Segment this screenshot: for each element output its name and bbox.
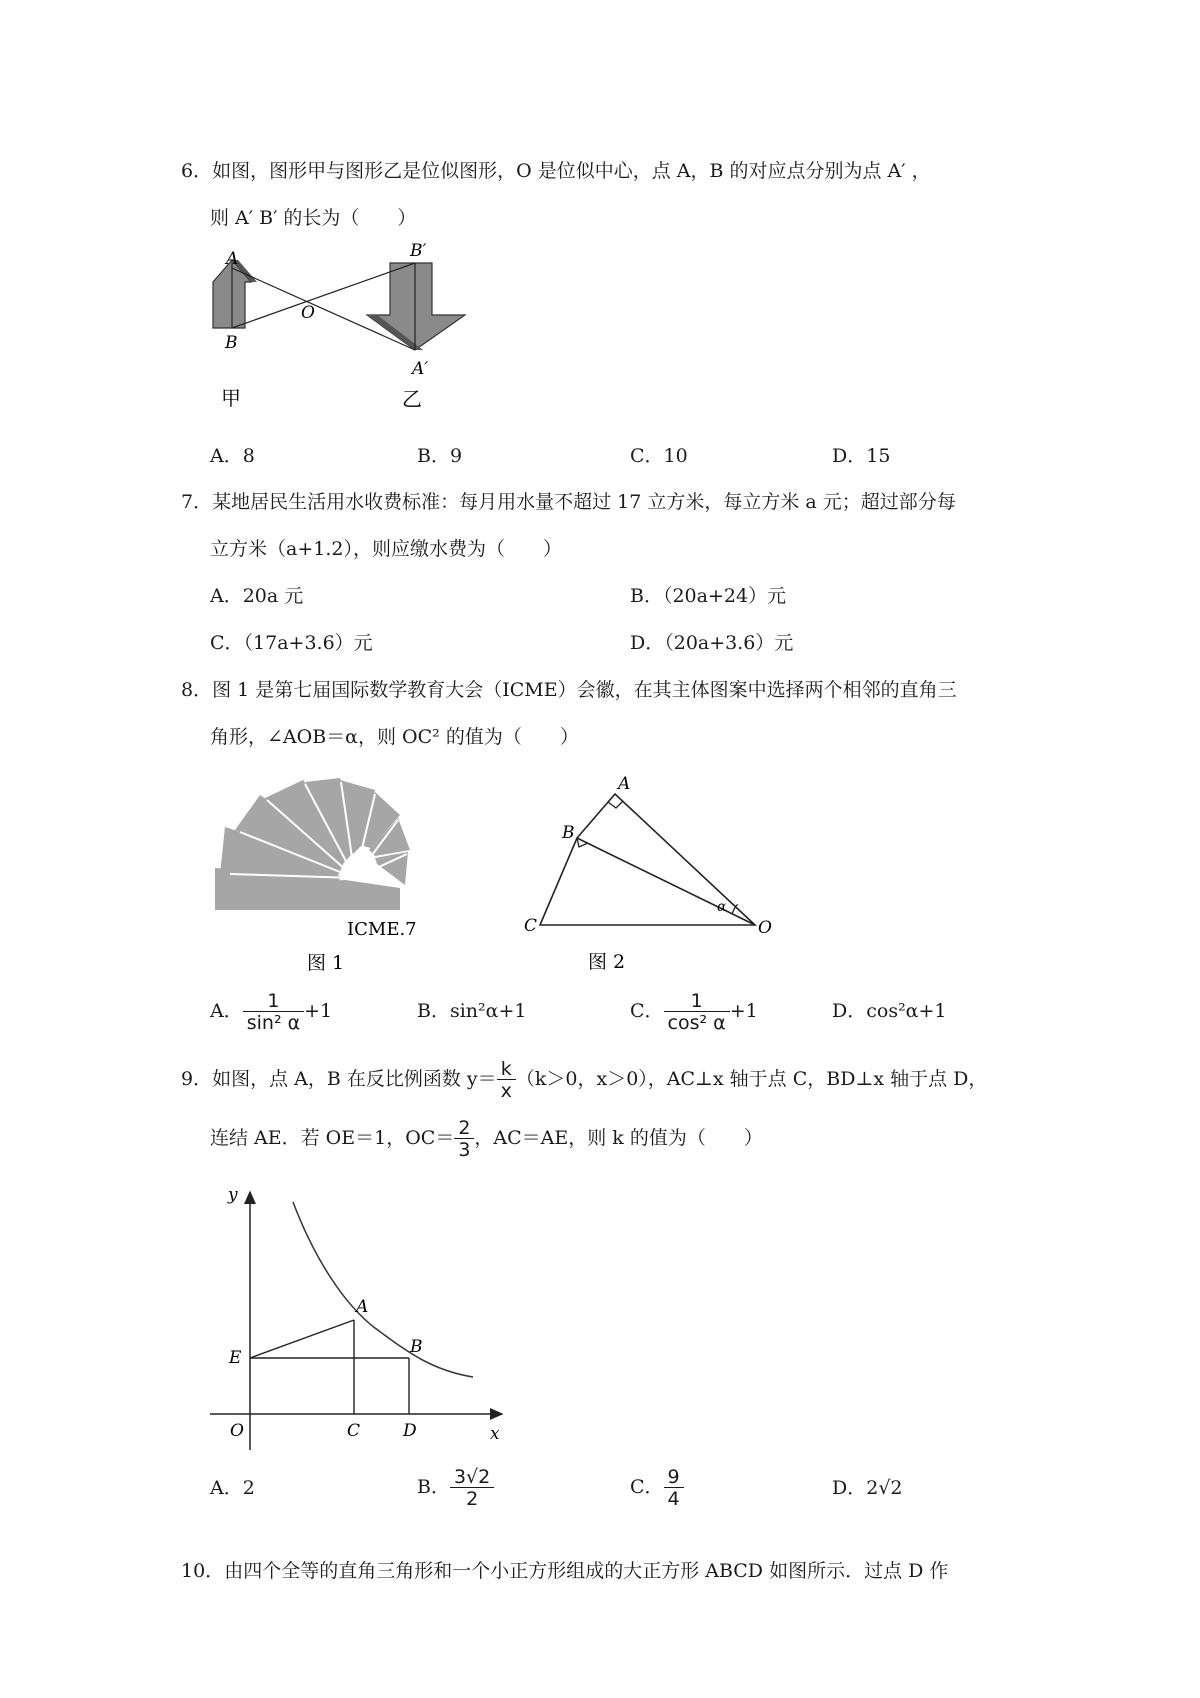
q9-label-D: D	[403, 1421, 417, 1441]
q7-option-c[interactable]: C．（17a+3.6）元	[210, 632, 373, 654]
q8-logo-text: ICME.7	[347, 919, 417, 940]
q8-line1	[181, 678, 957, 702]
q9-line1: 9．如图，点 A，B 在反比例函数 y＝ $\frac{k}{x}$ （k＞0，x＞0），AC⊥x 轴于点 C，BD⊥x 轴于点 D，	[181, 1057, 988, 1102]
q6-line-AA	[232, 268, 415, 350]
q8-option-a-fraction: $\frac{1}{\text{sin² α}}$	[243, 991, 304, 1034]
q10-number: 10．	[181, 1560, 225, 1582]
q8-label-B: B	[562, 823, 575, 843]
q6-label-jia: 甲	[221, 386, 241, 410]
q7-line1	[181, 490, 956, 514]
q7-option-a[interactable]: A．20a 元	[210, 585, 304, 607]
q8-option-a[interactable]: A． $\frac{1}{\text{sin² α}}$ +1	[210, 989, 333, 1034]
q6-label-B: B	[225, 333, 238, 353]
q6-label-O: O	[301, 303, 315, 323]
q6-label-A2: A′	[412, 359, 429, 379]
q10-text-1: 由四个全等的直角三角形和一个小正方形组成的大正方形 ABCD 如图所示．过点 D 作	[224, 1560, 949, 1582]
q6-option-b[interactable]: B．9	[417, 445, 463, 467]
q6-text-1: 如图，图形甲与图形乙是位似图形，O 是位似中心，点 A，B 的对应点分别为点 A′ ，	[212, 160, 931, 182]
q8-label-C: C	[524, 916, 538, 936]
q9-option-b-fraction: $\frac{3√2}{2}$	[450, 1467, 494, 1510]
q9-label-x: x	[490, 1424, 500, 1444]
q7-line2: 立方米（a+1.2），则应缴水费为（ ）	[210, 538, 562, 560]
q8-figure1-caption: 图 1	[307, 952, 345, 974]
q9-option-c-fraction: $\frac{9}{4}$	[664, 1467, 684, 1510]
q7-text-1: 某地居民生活用水收费标准：每月用水量不超过 17 立方米，每立方米 a 元；超过部分每	[212, 491, 956, 513]
q6-label-yi: 乙	[402, 387, 422, 411]
q7-option-d[interactable]: D．（20a+3.6）元	[630, 632, 794, 654]
q9-option-a[interactable]: A．2	[210, 1477, 255, 1499]
q6-figure	[205, 241, 505, 411]
q9-fraction-kx: $\frac{k}{x}$	[497, 1059, 516, 1102]
q8-option-d[interactable]: D．cos²α+1	[832, 1000, 947, 1022]
q6-line1	[181, 159, 931, 183]
q9-label-y: y	[228, 1185, 238, 1205]
q9-segment-EA	[250, 1320, 354, 1358]
q9-label-B: B	[410, 1337, 423, 1357]
q7-option-b[interactable]: B．（20a+24）元	[630, 585, 787, 607]
q9-line2: 连结 AE．若 OE＝1，OC＝ $\frac{2}{3}$ ，AC＝AE，则 k 的值为（ ）	[210, 1116, 763, 1161]
q8-option-c-fraction: $\frac{1}{\text{cos² α}}$	[664, 991, 730, 1034]
q8-figure1-logo	[215, 770, 435, 974]
q9-figure	[210, 1180, 530, 1450]
q9-number: 9．	[181, 1068, 213, 1090]
q8-figure2-caption: 图 2	[588, 951, 626, 973]
q9-option-d[interactable]: D．2√2	[832, 1477, 903, 1499]
q6-label-A: A	[226, 249, 239, 269]
q10-line1	[181, 1559, 948, 1583]
q9-hyperbola	[293, 1202, 473, 1377]
q6-arrow-right-body	[367, 263, 465, 350]
q8-line2: 角形，∠AOB＝α，则 OC² 的值为（ ）	[210, 726, 579, 748]
q6-option-c[interactable]: C．10	[630, 445, 688, 467]
q8-label-alpha: α	[717, 899, 727, 915]
q8-label-O: O	[758, 918, 772, 938]
q6-number: 6．	[181, 160, 213, 182]
q6-option-a[interactable]: A．8	[210, 445, 255, 467]
q8-option-b[interactable]: B．sin²α+1	[417, 1000, 527, 1022]
q8-text-1: 图 1 是第七届国际数学教育大会（ICME）会徽，在其主体图案中选择两个相邻的直角三	[212, 679, 957, 701]
q8-figure2	[510, 775, 770, 985]
q9-option-c[interactable]: C． $\frac{9}{4}$	[630, 1464, 684, 1510]
q7-number: 7．	[181, 491, 213, 513]
q6-label-B2: B′	[410, 241, 427, 261]
q8-label-A: A	[618, 774, 631, 794]
q9-label-O: O	[230, 1421, 244, 1441]
q9-label-E: E	[229, 1348, 242, 1368]
q8-right-angle-A	[608, 801, 623, 808]
q9-fraction-2-3: $\frac{2}{3}$	[454, 1118, 474, 1161]
q9-label-C: C	[347, 1421, 361, 1441]
q8-number: 8．	[181, 679, 213, 701]
q8-segment-BO	[577, 838, 755, 925]
q9-option-b[interactable]: B． $\frac{3√2}{2}$	[417, 1464, 494, 1510]
q8-option-c[interactable]: C． $\frac{1}{\text{cos² α}}$ +1	[630, 989, 758, 1034]
q6-option-d[interactable]: D．15	[832, 445, 891, 467]
q9-label-A: A	[356, 1297, 369, 1317]
q6-line2: 则 A′ B′ 的长为（ ）	[210, 207, 417, 229]
